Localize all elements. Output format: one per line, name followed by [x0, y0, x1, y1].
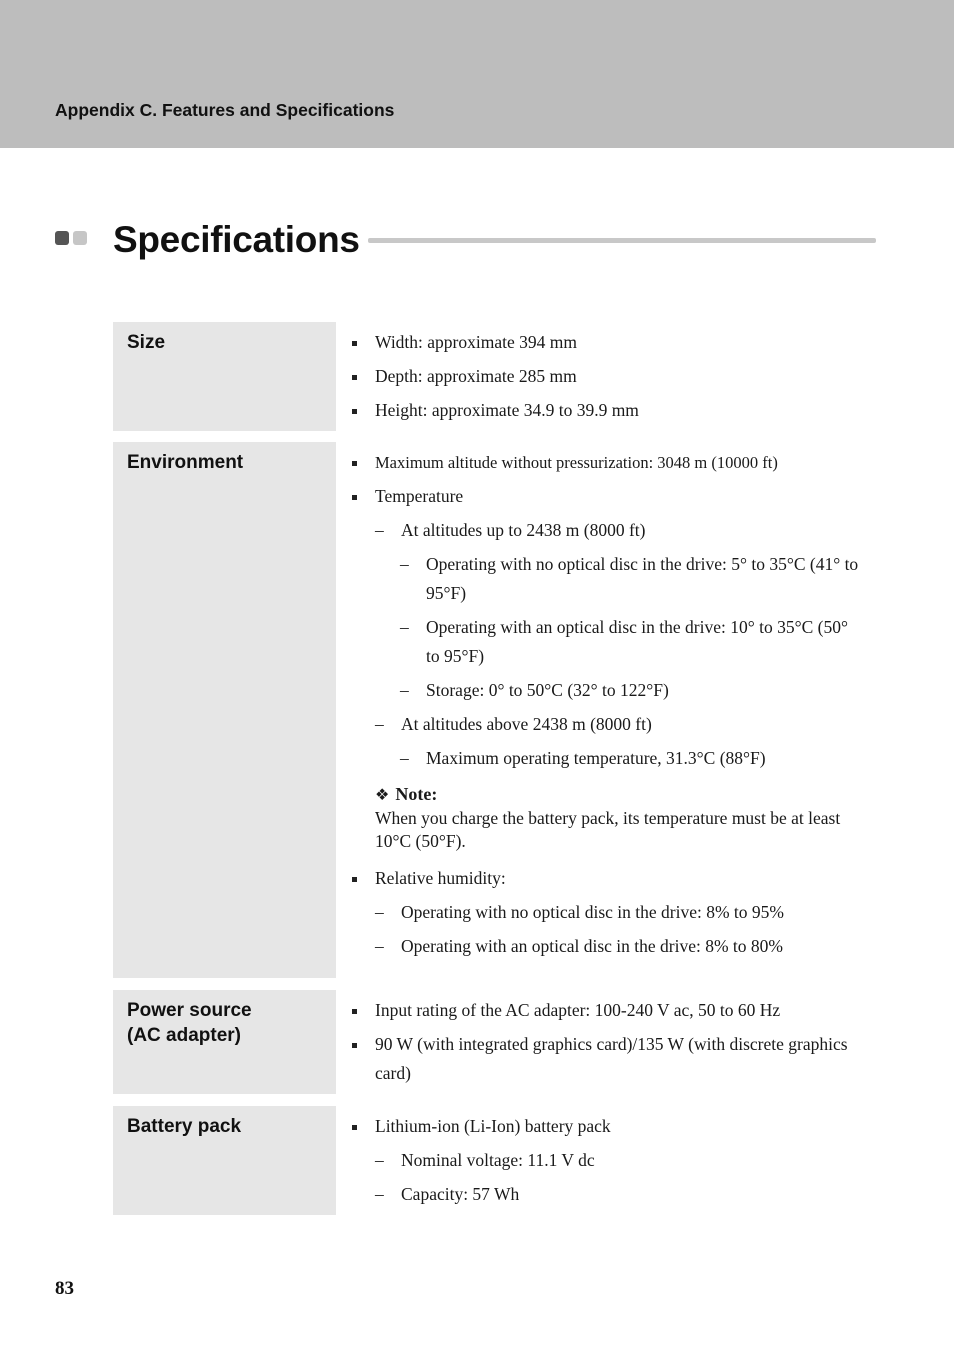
list-item: Maximum altitude without pressurization: 3048 m (10000 ft) — [350, 448, 860, 477]
spec-row-environment — [113, 442, 876, 978]
list-item: Temperature — [350, 482, 860, 511]
spec-body — [350, 996, 860, 1093]
list-item: Depth: approximate 285 mm — [350, 362, 860, 391]
list-item: – At altitudes up to 2438 m (8000 ft) — [350, 516, 860, 545]
spec-label: Size — [127, 332, 166, 353]
spec-body — [350, 328, 860, 430]
spec-row-size — [113, 322, 876, 431]
list-item: Lithium-ion (Li-Ion) battery pack — [350, 1112, 860, 1141]
list-item: Height: approximate 34.9 to 39.9 mm — [350, 396, 860, 425]
list-item: – Operating with an optical disc in the drive: 10° to 35°C (50° to 95°F) — [350, 613, 860, 671]
spec-label-box — [113, 1106, 336, 1215]
spec-row-power-source — [113, 990, 876, 1094]
title-square-light-icon — [73, 231, 87, 245]
list-item: 90 W (with integrated graphics card)/135 W (with discrete graphics card) — [350, 1030, 860, 1088]
spec-label-box — [113, 990, 336, 1094]
list-item: – Storage: 0° to 50°C (32° to 122°F) — [350, 676, 860, 705]
note-heading — [375, 782, 860, 807]
spec-label: Environment — [127, 452, 244, 473]
title-rule — [368, 238, 876, 243]
spec-body — [350, 448, 860, 966]
list-item: – Operating with an optical disc in the drive: 8% to 80% — [350, 932, 860, 961]
spec-label-box — [113, 442, 336, 978]
list-item: – Operating with no optical disc in the drive: 8% to 95% — [350, 898, 860, 927]
spec-body — [350, 1112, 860, 1214]
list-item: – Maximum operating temperature, 31.3°C (88°F) — [350, 744, 860, 773]
spec-label: Power source (AC adapter) — [127, 1000, 252, 1046]
page-title: Specifications — [113, 219, 360, 260]
spec-label: Battery pack — [127, 1116, 242, 1137]
page-number: 83 — [55, 1278, 74, 1299]
header-band — [0, 0, 954, 148]
diamond-bullet-icon: ❖ — [375, 785, 390, 804]
spec-label-box — [113, 322, 336, 431]
list-item: – At altitudes above 2438 m (8000 ft) — [350, 710, 860, 739]
note-title: Note: — [395, 784, 438, 804]
title-square-dark-icon — [55, 231, 69, 245]
note-block — [350, 782, 860, 853]
list-item: – Operating with no optical disc in the drive: 5° to 35°C (41° to 95°F) — [350, 550, 860, 608]
list-item: – Capacity: 57 Wh — [350, 1180, 860, 1209]
list-item: – Nominal voltage: 11.1 V dc — [350, 1146, 860, 1175]
spec-row-battery-pack — [113, 1106, 876, 1215]
running-header: Appendix C. Features and Specifications — [55, 100, 395, 120]
list-item: Input rating of the AC adapter: 100-240 V ac, 50 to 60 Hz — [350, 996, 860, 1025]
title-row — [55, 218, 876, 262]
list-item: Width: approximate 394 mm — [350, 328, 860, 357]
note-text: When you charge the battery pack, its temperature must be at least 10°C (50°F). — [375, 808, 841, 851]
list-item: Relative humidity: — [350, 864, 860, 893]
